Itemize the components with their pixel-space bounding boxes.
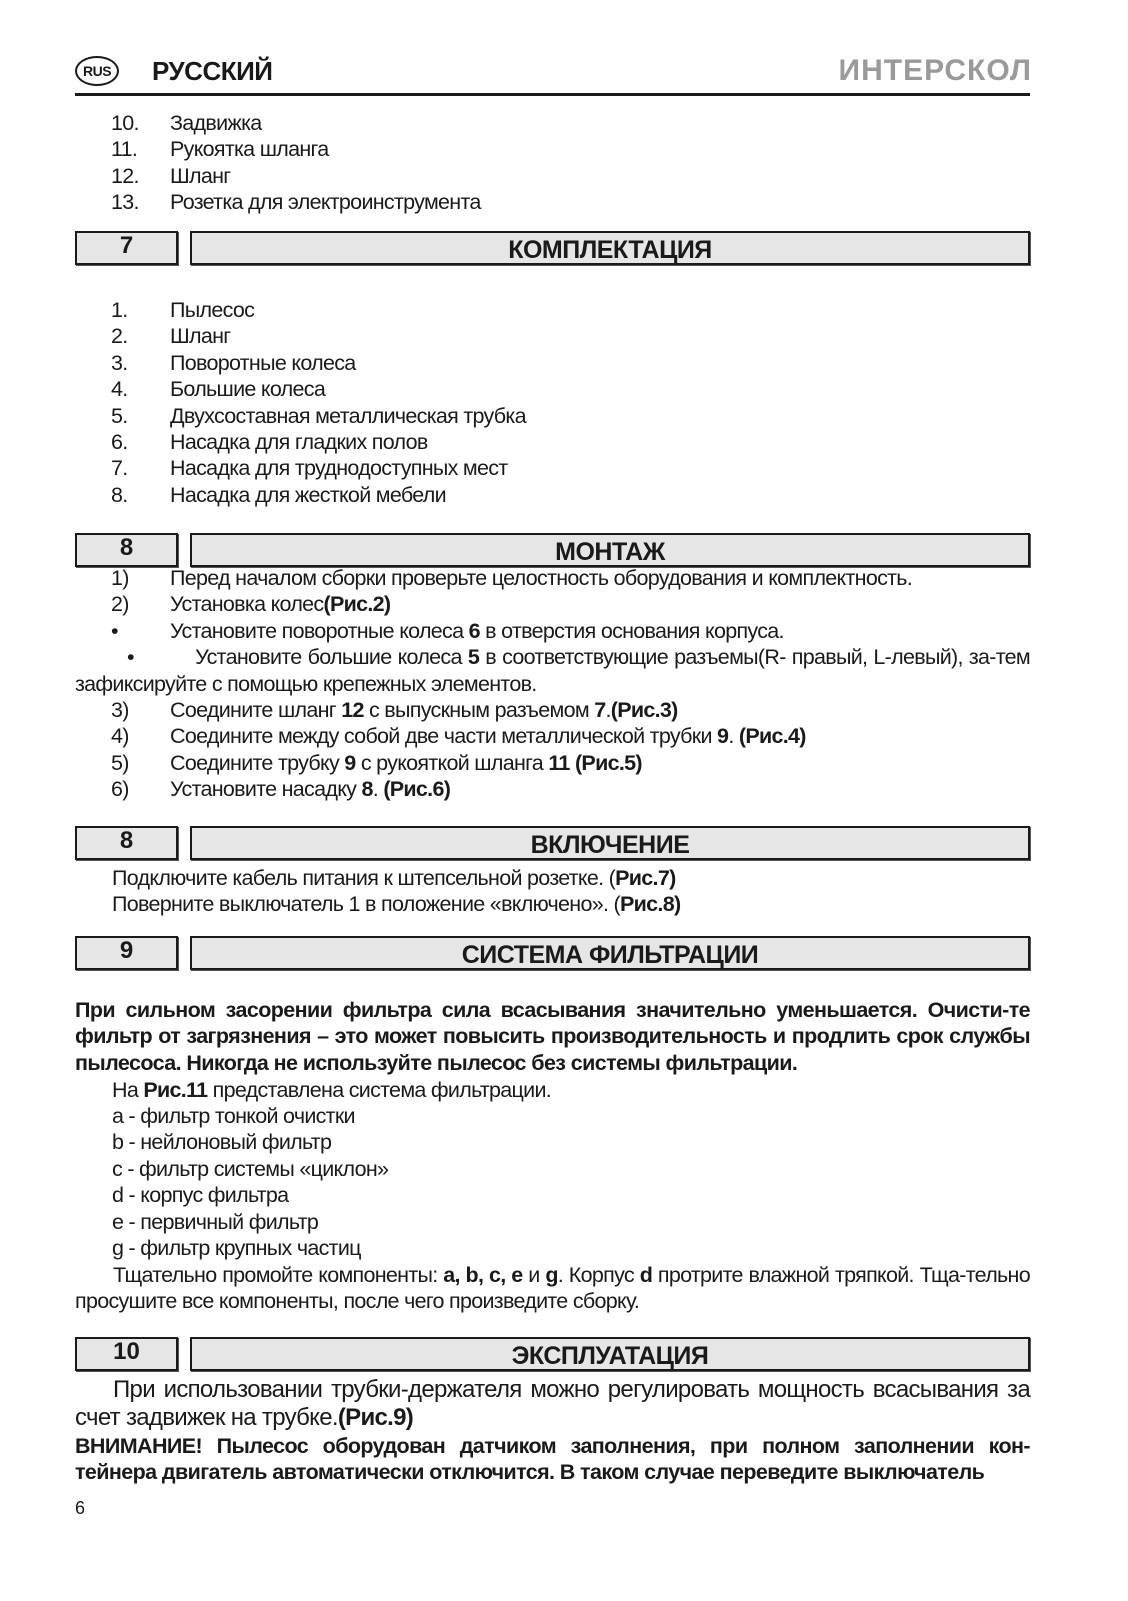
section-title: МОНТАЖ — [190, 533, 1030, 567]
section-title: ВКЛЮЧЕНИЕ — [190, 826, 1030, 860]
header-rule — [75, 93, 1030, 96]
section-number: 8 — [75, 826, 178, 860]
text-run: Установите поворотные колеса — [170, 618, 469, 643]
step-text — [170, 776, 450, 802]
item-number: 13. — [111, 190, 139, 215]
kit-list — [75, 297, 1035, 508]
section-number: 10 — [75, 1337, 178, 1371]
list-item — [75, 136, 1035, 162]
section-number: 9 — [75, 936, 178, 970]
bold-text: (Рис.4) — [738, 724, 806, 749]
text-run: представлена система фильтрации. — [207, 1078, 552, 1102]
step-text — [170, 750, 642, 776]
item-number: 4. — [111, 377, 128, 402]
list-item — [75, 350, 1035, 376]
item-number: 6) — [111, 777, 129, 802]
operation-warning: ВНИМАНИЕ! Пылесос оборудован датчиком заполнения, при полном заполнении кон-тейнера двигатель автоматически отключится. В таком случае переведите выключатель — [75, 1434, 1030, 1485]
item-text: Пылесос — [170, 298, 255, 322]
step-item — [75, 723, 1030, 749]
step-text — [170, 723, 806, 749]
step-item — [75, 591, 1030, 617]
step-item — [75, 565, 1030, 591]
text-run: . Корпус — [557, 1263, 640, 1287]
step-text — [170, 618, 784, 644]
bold-text: 12 — [341, 698, 364, 723]
step-text — [170, 697, 678, 723]
bold-text: 7 — [594, 698, 606, 723]
power-on-text — [112, 865, 1072, 918]
text-run: и — [522, 1263, 546, 1287]
list-item — [75, 482, 1035, 508]
text-run: . — [605, 698, 611, 723]
filter-item: b - нейлоновый фильтр — [112, 1130, 332, 1155]
text-run: . — [372, 777, 384, 802]
item-number: 1) — [111, 566, 129, 590]
section-title: КОМПЛЕКТАЦИЯ — [190, 231, 1030, 265]
text-run: с рукояткой шланга — [355, 750, 549, 775]
item-number: 2. — [111, 324, 128, 349]
text-run: в отверстия основания корпуса. — [479, 618, 784, 643]
step-item — [75, 644, 1030, 697]
text-run: Подключите кабель питания к штепсельной розетке. ( — [112, 866, 616, 890]
text-run: На — [112, 1078, 144, 1102]
bold-text: 9 — [717, 724, 729, 749]
item-number: 12. — [111, 163, 139, 188]
brand-logo: ИНТЕРСКОЛ — [838, 54, 1032, 87]
item-number: • — [111, 618, 118, 643]
bold-text: a, b, c, e — [443, 1263, 523, 1287]
item-text: Задвижка — [170, 111, 262, 135]
bold-text: d — [639, 1263, 653, 1287]
text-run: Соедините между собой две части металлической трубки — [170, 724, 718, 749]
list-item — [75, 429, 1035, 455]
list-item — [75, 455, 1035, 481]
list-item — [75, 163, 1035, 189]
bold-text: (Рис.2) — [323, 592, 391, 617]
bold-text: 9 — [344, 750, 356, 775]
list-item — [75, 403, 1035, 429]
text-run: протрите влажной тряпкой. Тща-тельно просушите все компоненты, после чего произведите сборку. — [75, 1263, 1030, 1314]
item-text: Насадка для гладких полов — [170, 430, 428, 455]
text-run: . — [728, 724, 739, 749]
item-text: Поворотные колеса — [170, 350, 356, 375]
item-text: Шланг — [170, 163, 231, 188]
list-item — [75, 189, 1035, 215]
bold-text: (Рис.5) — [574, 750, 642, 775]
bold-text: (Рис.3) — [610, 698, 678, 723]
filter-item: a - фильтр тонкой очистки — [112, 1104, 355, 1128]
item-number: 3. — [111, 350, 128, 375]
item-number: 7. — [111, 456, 128, 481]
item-number: • — [127, 645, 134, 670]
item-number: 8. — [111, 482, 128, 507]
item-number: 10. — [111, 111, 139, 135]
operation-text — [75, 1376, 1030, 1432]
text-run: Перед началом сборки проверьте целостность оборудования и комплектность. — [170, 566, 913, 590]
item-text: Розетка для электроинструмента — [170, 190, 481, 215]
list-item — [75, 376, 1035, 402]
mount-steps — [75, 565, 1030, 803]
item-text: Двухсоставная металлическая трубка — [170, 403, 526, 428]
spacer — [134, 645, 195, 669]
step-item — [75, 776, 1030, 802]
text-run: При использовании трубки-держателя можно регулировать мощность всасывания за счет задвижек на трубке. — [75, 1376, 1030, 1431]
step-item — [75, 750, 1030, 776]
item-text: Большие колеса — [170, 377, 326, 402]
text-run: с выпускным разъемом — [363, 698, 595, 723]
bold-text: 8 — [361, 777, 373, 802]
step-text — [170, 591, 390, 617]
step-item — [75, 618, 1030, 644]
filter-cleaning — [75, 1262, 1030, 1315]
bold-text: Рис.7) — [615, 866, 676, 890]
item-number: 2) — [111, 592, 129, 617]
item-text: Насадка для труднодоступных мест — [170, 456, 508, 481]
item-number: 6. — [111, 430, 128, 455]
bold-text: Рис.11 — [143, 1078, 208, 1102]
bold-text: Рис.8) — [620, 892, 681, 917]
item-text: Шланг — [170, 324, 231, 349]
section-title: ЭКСПЛУАТАЦИЯ — [190, 1337, 1030, 1371]
bold-text: 6 — [468, 618, 480, 643]
section-number: 8 — [75, 533, 178, 567]
bold-text: (Рис.9) — [337, 1404, 414, 1431]
filter-warning: При сильном засорении фильтра сила всасывания значительно уменьшается. Очисти-те фильтр от загрязнения – это может повысить производительность и продлить срок службы пылесоса. Никогда не используйте пылесос без системы фильтрации. — [75, 998, 1030, 1075]
text-run: Поверните выключатель 1 в положение «включено». ( — [112, 892, 620, 917]
list-item — [75, 110, 1035, 136]
bold-text: (Рис.6) — [383, 777, 451, 802]
item-number: 1. — [111, 298, 128, 322]
text-run: в соответствующие разъемы(R- правый, L-левый), за-тем зафиксируйте с помощью крепежных элементов. — [75, 645, 1031, 696]
text-run: Соедините шланг — [170, 698, 342, 723]
filter-item: c - фильтр системы «циклон» — [112, 1156, 389, 1181]
text-run: Установите большие колеса — [195, 645, 468, 670]
language-badge: RUS — [75, 56, 119, 86]
text-run: Установка колес — [170, 592, 324, 617]
text-run: Установите насадку — [170, 777, 362, 802]
filter-item: e - первичный фильтр — [112, 1209, 319, 1234]
item-number: 4) — [111, 724, 129, 749]
power-line — [112, 865, 1072, 891]
list-item — [75, 323, 1035, 349]
bold-text: g — [545, 1263, 558, 1287]
item-text: Насадка для жесткой мебели — [170, 482, 446, 507]
item-number: 5) — [111, 750, 129, 775]
bold-text: 5 — [467, 645, 480, 670]
list-item — [75, 297, 1035, 323]
item-number: 5. — [111, 403, 128, 428]
text-run: Тщательно промойте компоненты: — [113, 1263, 444, 1287]
section-title: СИСТЕМА ФИЛЬТРАЦИИ — [190, 936, 1030, 970]
language-title: РУССКИЙ — [152, 56, 273, 86]
item-number: 3) — [111, 698, 129, 723]
item-text: Рукоятка шланга — [170, 137, 329, 162]
item-number: 11. — [111, 137, 138, 162]
filter-item: d - корпус фильтра — [112, 1183, 289, 1208]
text-run: Соедините трубку — [170, 750, 345, 775]
power-line — [112, 891, 1072, 917]
step-text — [170, 565, 912, 591]
bold-text: 11 — [548, 750, 570, 775]
filter-intro — [112, 1077, 1072, 1103]
page-number: 6 — [75, 1498, 86, 1518]
step-item — [75, 697, 1030, 723]
filter-item: g - фильтр крупных частиц — [112, 1236, 361, 1261]
filter-items — [112, 1103, 1072, 1261]
section-number: 7 — [75, 231, 178, 265]
parts-list — [75, 110, 1035, 216]
